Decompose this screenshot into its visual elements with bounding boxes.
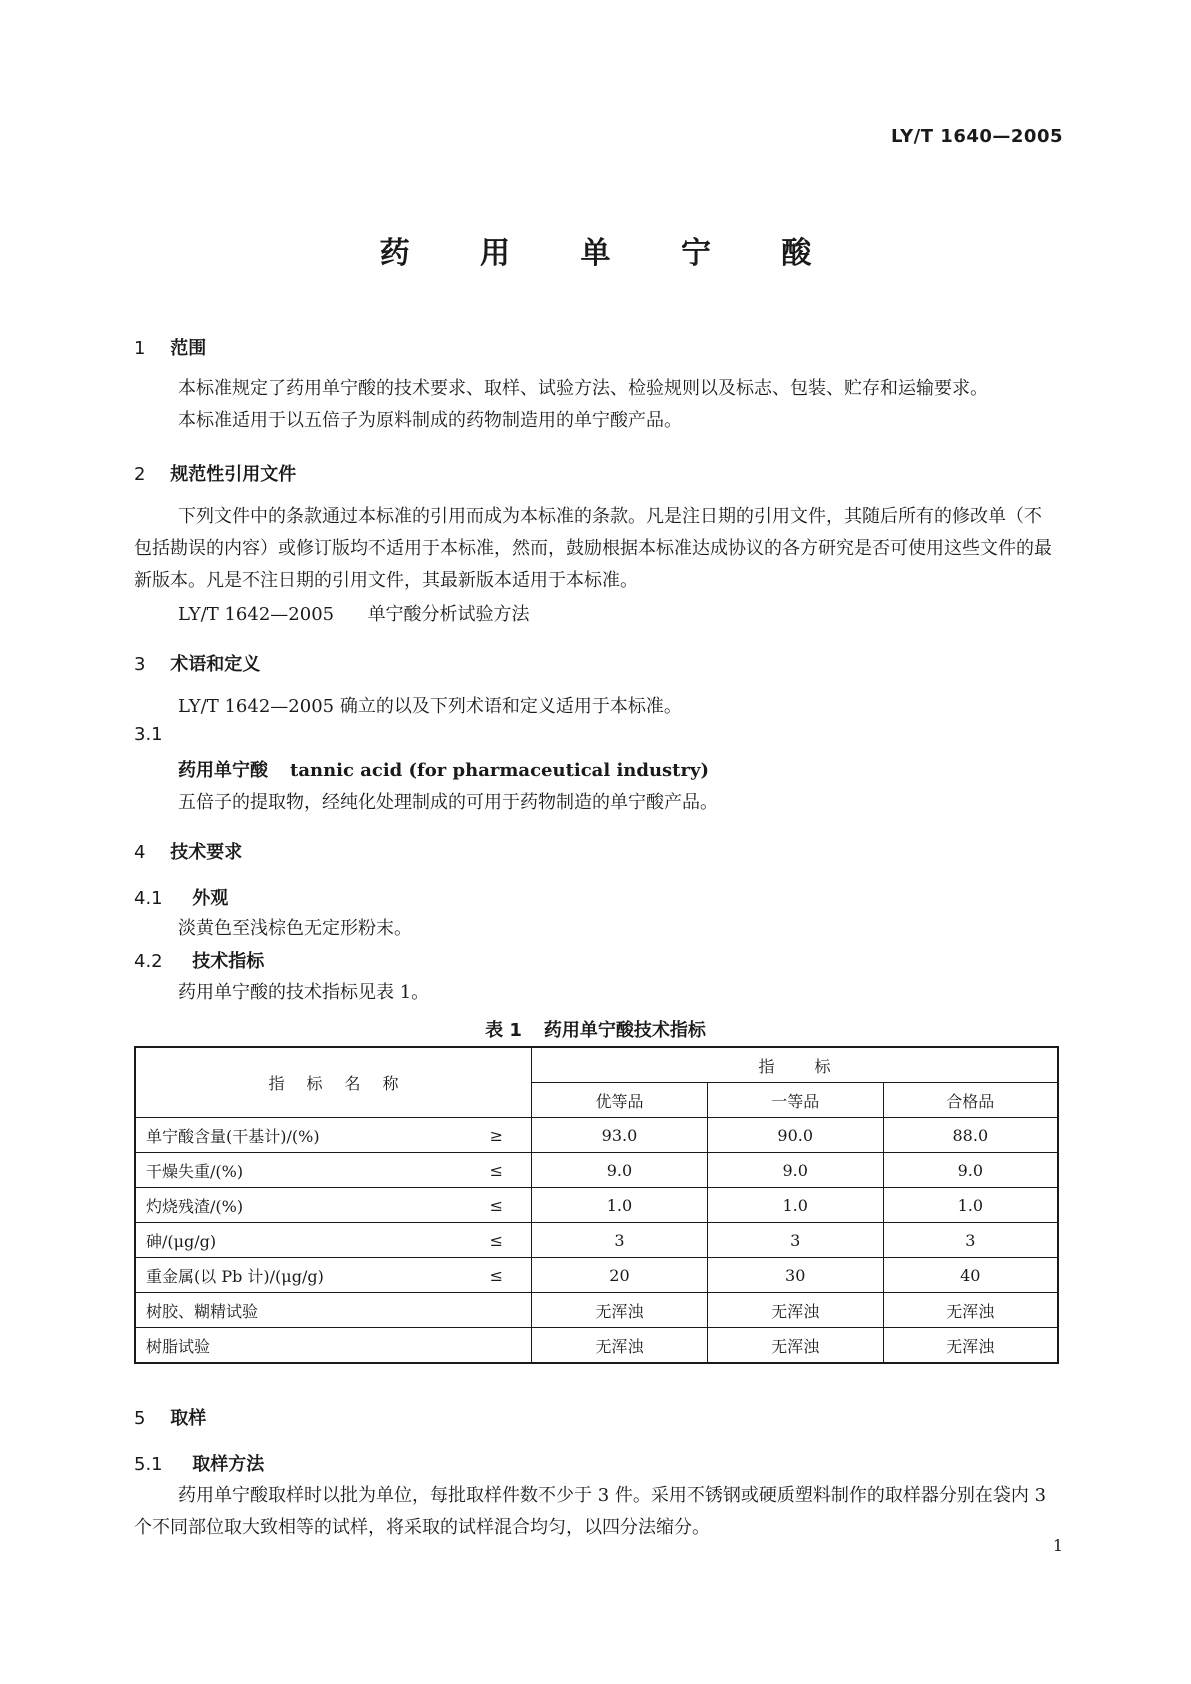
section-3-paragraph: LY/T 1642—2005 确立的以及下列术语和定义适用于本标准。 xyxy=(178,696,682,717)
section-title: 范围 xyxy=(170,338,207,359)
section-number: 5 xyxy=(134,1408,146,1429)
row-name: 树胶、糊精试验 xyxy=(135,1293,464,1328)
table-row xyxy=(135,1153,1058,1188)
section-2-heading xyxy=(134,460,296,486)
section-4-heading xyxy=(134,838,242,864)
row-name: 重金属(以 Pb 计)/(μg/g) xyxy=(135,1258,464,1293)
row-value: 无浑浊 xyxy=(707,1328,883,1364)
header-index-name: 指标名称 xyxy=(135,1047,532,1118)
section-number: 1 xyxy=(134,338,146,359)
section-2-paragraph: 下列文件中的条款通过本标准的引用而成为本标准的条款。凡是注日期的引用文件，其随后所有的修改单（不包括勘误的内容）或修订版均不适用于本标准，然而，鼓励根据本标准达成协议的各方研究是否可使用这些文件的最新版本。凡是不注日期的引用文件，其最新版本适用于本标准。 xyxy=(134,506,1052,591)
section-number: 3 xyxy=(134,654,146,675)
standard-code: LY/T 1640—2005 xyxy=(890,126,1063,147)
table-row xyxy=(135,1223,1058,1258)
row-value: 93.0 xyxy=(532,1118,708,1153)
subsection-number: 4.1 xyxy=(134,888,163,909)
row-value: 1.0 xyxy=(883,1188,1058,1223)
row-name: 单宁酸含量(干基计)/(%) xyxy=(135,1118,464,1153)
row-name: 灼烧残渣/(%) xyxy=(135,1188,464,1223)
term-chinese: 药用单宁酸 xyxy=(178,760,268,781)
header-grade: 一等品 xyxy=(707,1083,883,1118)
subsection-title: 取样方法 xyxy=(192,1454,265,1475)
section-title: 技术要求 xyxy=(170,842,243,863)
term-english: tannic acid (for pharmaceutical industry) xyxy=(290,760,709,781)
appearance-text: 淡黄色至浅棕色无定形粉末。 xyxy=(178,918,412,939)
row-value: 无浑浊 xyxy=(532,1328,708,1364)
row-value: 9.0 xyxy=(707,1153,883,1188)
row-value: 30 xyxy=(707,1258,883,1293)
row-value: 3 xyxy=(883,1223,1058,1258)
row-value: 3 xyxy=(707,1223,883,1258)
subsection-3-1-number: 3.1 xyxy=(134,724,163,745)
term-definition: 五倍子的提取物，经纯化处理制成的可用于药物制造的单宁酸产品。 xyxy=(178,792,718,813)
subsection-title: 技术指标 xyxy=(192,951,265,972)
technical-index-table xyxy=(134,1046,1059,1364)
section-3-heading xyxy=(134,650,260,676)
row-name: 树脂试验 xyxy=(135,1328,464,1364)
header-grade: 合格品 xyxy=(883,1083,1058,1118)
row-value: 无浑浊 xyxy=(707,1293,883,1328)
row-value: 1.0 xyxy=(532,1188,708,1223)
section-number: 4 xyxy=(134,842,146,863)
row-value: 无浑浊 xyxy=(532,1293,708,1328)
row-value: 40 xyxy=(883,1258,1058,1293)
table-row xyxy=(135,1293,1058,1328)
row-value: 9.0 xyxy=(532,1153,708,1188)
section-title: 取样 xyxy=(170,1408,207,1429)
row-operator xyxy=(464,1328,531,1364)
row-value: 90.0 xyxy=(707,1118,883,1153)
section-1-paragraph-2: 本标准适用于以五倍子为原料制成的药物制造用的单宁酸产品。 xyxy=(178,410,682,431)
technical-index-text: 药用单宁酸的技术指标见表 1。 xyxy=(178,982,430,1003)
reference-code: LY/T 1642—2005 xyxy=(178,604,335,625)
row-operator: ≤ xyxy=(464,1223,531,1258)
header-grade: 优等品 xyxy=(532,1083,708,1118)
row-name: 干燥失重/(%) xyxy=(135,1153,464,1188)
header-index-group: 指标 xyxy=(532,1047,1058,1083)
row-value: 9.0 xyxy=(883,1153,1058,1188)
row-value: 3 xyxy=(532,1223,708,1258)
section-1-paragraph-1: 本标准规定了药用单宁酸的技术要求、取样、试验方法、检验规则以及标志、包装、贮存和运输要求。 xyxy=(178,378,988,399)
section-title: 规范性引用文件 xyxy=(170,464,297,485)
row-value: 无浑浊 xyxy=(883,1328,1058,1364)
subsection-number: 4.2 xyxy=(134,951,163,972)
row-operator: ≥ xyxy=(464,1118,531,1153)
document-title: 药 用 单 宁 酸 xyxy=(379,236,842,271)
row-operator: ≤ xyxy=(464,1153,531,1188)
table-row xyxy=(135,1258,1058,1293)
row-value: 无浑浊 xyxy=(883,1293,1058,1328)
sampling-method-paragraph: 药用单宁酸取样时以批为单位，每批取样件数不少于 3 件。采用不锈钢或硬质塑料制作的取样器分别在袋内 3 个不同部位取大致相等的试样，将采取的试样混合均匀，以四分法缩分。 xyxy=(134,1485,1047,1538)
term-entry xyxy=(178,756,709,782)
table-caption-number: 表 1 xyxy=(485,1020,522,1041)
table-caption xyxy=(0,1016,1191,1042)
row-operator: ≤ xyxy=(464,1188,531,1223)
subsection-4-2-heading xyxy=(134,947,264,973)
section-number: 2 xyxy=(134,464,146,485)
page-number: 1 xyxy=(1052,1536,1063,1555)
row-value: 1.0 xyxy=(707,1188,883,1223)
row-value: 88.0 xyxy=(883,1118,1058,1153)
section-title: 术语和定义 xyxy=(170,654,261,675)
reference-title: 单宁酸分析试验方法 xyxy=(367,604,530,625)
table-caption-title: 药用单宁酸技术指标 xyxy=(543,1020,706,1041)
table-row xyxy=(135,1118,1058,1153)
normative-reference xyxy=(178,600,530,626)
subsection-5-1-heading xyxy=(134,1450,264,1476)
row-operator: ≤ xyxy=(464,1258,531,1293)
row-value: 20 xyxy=(532,1258,708,1293)
subsection-4-1-heading xyxy=(134,884,228,910)
row-name: 砷/(μg/g) xyxy=(135,1223,464,1258)
subsection-title: 外观 xyxy=(192,888,229,909)
section-5-heading xyxy=(134,1404,206,1430)
subsection-number: 5.1 xyxy=(134,1454,163,1475)
row-operator xyxy=(464,1293,531,1328)
section-1-heading xyxy=(134,334,206,360)
table-row xyxy=(135,1328,1058,1364)
table-row xyxy=(135,1188,1058,1223)
